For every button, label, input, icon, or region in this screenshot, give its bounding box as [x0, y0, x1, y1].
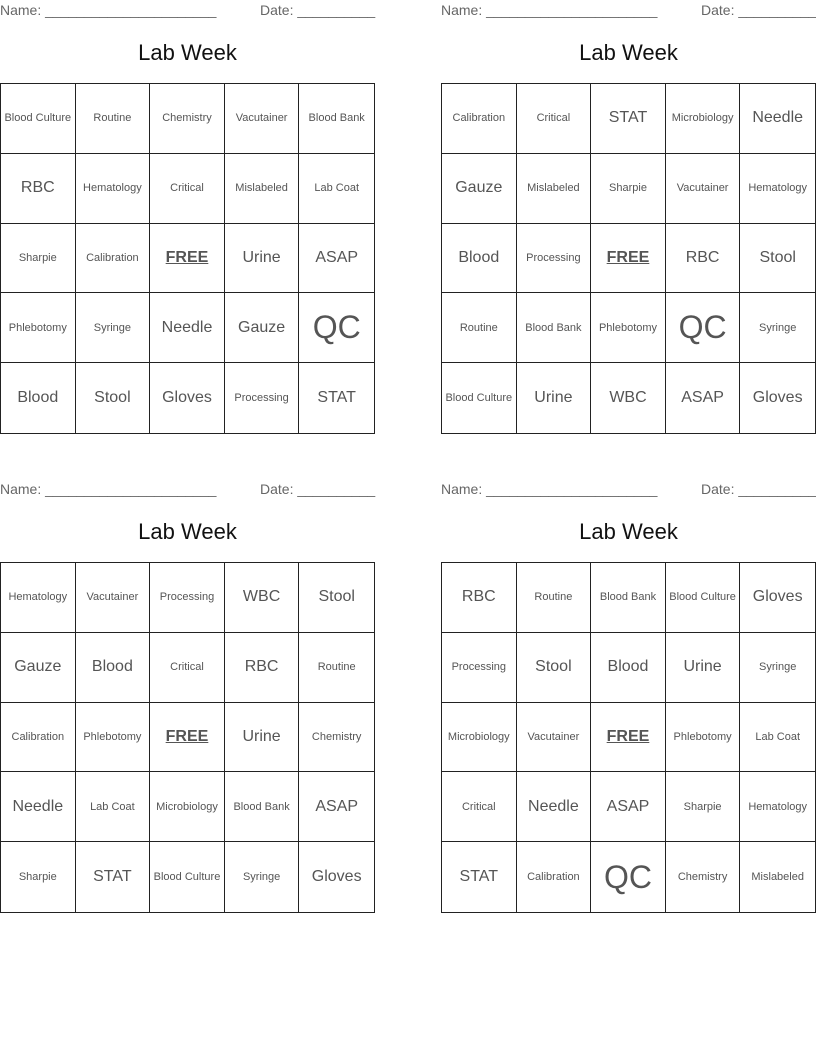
bingo-cell: Blood Culture — [666, 563, 741, 633]
bingo-grid — [441, 83, 816, 434]
bingo-grid — [0, 83, 375, 434]
free-space-cell: FREE — [150, 703, 225, 773]
bingo-cell: Chemistry — [666, 842, 741, 912]
bingo-cell: ASAP — [299, 772, 374, 842]
bingo-cell: Calibration — [517, 842, 592, 912]
bingo-cell: Stool — [740, 224, 815, 294]
bingo-card-3 — [0, 479, 376, 886]
card-header — [441, 479, 816, 501]
bingo-cell: Blood Bank — [225, 772, 300, 842]
bingo-cell: Mislabeled — [225, 154, 300, 224]
bingo-cell: WBC — [591, 363, 666, 433]
bingo-cell: Blood Culture — [150, 842, 225, 912]
bingo-cell: Urine — [666, 633, 741, 703]
bingo-cell: Gauze — [1, 633, 76, 703]
bingo-cell: QC — [666, 293, 741, 363]
bingo-cell: Hematology — [76, 154, 151, 224]
bingo-card-4 — [441, 479, 816, 895]
bingo-cell: Gloves — [311, 868, 362, 886]
bingo-cell: Syringe — [740, 293, 815, 363]
card-title: Lab Week — [138, 519, 237, 544]
bingo-cell: Blood — [1, 363, 76, 433]
bingo-cell: Lab Coat — [76, 772, 151, 842]
bingo-cell: Vacutainer — [517, 703, 592, 773]
bingo-cell: QC — [591, 842, 666, 912]
bingo-cell: Gloves — [150, 363, 225, 433]
free-space-cell: FREE — [591, 224, 666, 294]
bingo-cell: Sharpie — [666, 772, 741, 842]
bingo-cell: RBC — [1, 154, 76, 224]
bingo-cell: Blood — [591, 633, 666, 703]
free-space-cell: FREE — [150, 224, 225, 294]
bingo-cell: Calibration — [1, 703, 76, 773]
bingo-cell: Critical — [150, 154, 225, 224]
date-field-label: Date: __________ — [701, 2, 816, 18]
bingo-cell: Hematology — [1, 563, 76, 633]
bingo-cell: Calibration — [442, 84, 517, 154]
bingo-cell: Syringe — [76, 293, 151, 363]
name-field-label: Name: ______________________ — [0, 2, 217, 18]
card-header — [0, 0, 375, 22]
bingo-cell: Gloves — [740, 563, 815, 633]
bingo-cell: Vacutainer — [225, 84, 300, 154]
bingo-cell: QC — [299, 293, 374, 363]
bingo-cell: RBC — [442, 563, 517, 633]
bingo-cell: Sharpie — [591, 154, 666, 224]
card-header — [0, 479, 375, 501]
bingo-card-2 — [441, 0, 816, 407]
bingo-cell: Blood Bank — [517, 293, 592, 363]
bingo-cell: Urine — [225, 703, 300, 773]
bingo-cell: Needle — [740, 84, 815, 154]
bingo-cell: Gauze — [225, 293, 300, 363]
bingo-cell: Gloves — [752, 389, 803, 407]
bingo-cell: Phlebotomy — [666, 703, 741, 773]
name-field-label: Name: ______________________ — [0, 481, 217, 497]
bingo-cell: Routine — [442, 293, 517, 363]
bingo-cell: Processing — [442, 633, 517, 703]
bingo-cell: Blood Bank — [591, 563, 666, 633]
bingo-cell: Urine — [517, 363, 592, 433]
bingo-cell: Hematology — [740, 154, 815, 224]
bingo-cell: Blood — [76, 633, 151, 703]
bingo-cell: Sharpie — [1, 842, 76, 912]
bingo-cell: Stool — [76, 363, 151, 433]
free-space-cell: FREE — [591, 703, 666, 773]
bingo-cell: Stool — [517, 633, 592, 703]
bingo-cell: Needle — [517, 772, 592, 842]
date-field-label: Date: __________ — [260, 2, 376, 18]
bingo-cell: Mislabeled — [751, 871, 804, 884]
card-title: Lab Week — [138, 40, 237, 65]
bingo-cell: STAT — [317, 389, 356, 407]
bingo-cell: Gauze — [442, 154, 517, 224]
bingo-cell: Mislabeled — [517, 154, 592, 224]
bingo-cell: Processing — [517, 224, 592, 294]
bingo-cell: STAT — [591, 84, 666, 154]
name-field-label: Name: ______________________ — [441, 2, 658, 18]
bingo-cell: Sharpie — [1, 224, 76, 294]
bingo-cell: Needle — [1, 772, 76, 842]
bingo-cell: Microbiology — [150, 772, 225, 842]
date-field-label: Date: __________ — [260, 481, 376, 497]
bingo-cell: Lab Coat — [299, 154, 374, 224]
bingo-cell: Syringe — [225, 842, 300, 912]
bingo-cell: Stool — [299, 563, 374, 633]
date-field-label: Date: __________ — [701, 481, 816, 497]
card-header — [441, 0, 816, 22]
bingo-cell: Routine — [517, 563, 592, 633]
bingo-cell: Routine — [299, 633, 374, 703]
bingo-cell: RBC — [225, 633, 300, 703]
bingo-cell: RBC — [666, 224, 741, 294]
bingo-cell: Phlebotomy — [76, 703, 151, 773]
bingo-cell: Phlebotomy — [591, 293, 666, 363]
bingo-cell: Blood — [442, 224, 517, 294]
bingo-cell: Urine — [225, 224, 300, 294]
bingo-cell: Microbiology — [442, 703, 517, 773]
card-title: Lab Week — [579, 519, 678, 544]
bingo-cell: ASAP — [666, 363, 741, 433]
bingo-cell: WBC — [225, 563, 300, 633]
bingo-cell: Vacutainer — [666, 154, 741, 224]
bingo-cell: Phlebotomy — [1, 293, 76, 363]
bingo-cell: Blood Bank — [299, 84, 374, 154]
bingo-cell: Microbiology — [666, 84, 741, 154]
bingo-cell: Critical — [442, 772, 517, 842]
bingo-cell: Processing — [225, 363, 300, 433]
bingo-cell: Blood Culture — [1, 84, 76, 154]
bingo-cell: Blood Culture — [442, 363, 517, 433]
bingo-cell: Critical — [517, 84, 592, 154]
bingo-cell: Lab Coat — [740, 703, 815, 773]
bingo-cell: Routine — [76, 84, 151, 154]
bingo-cell: Critical — [150, 633, 225, 703]
bingo-cell: Vacutainer — [76, 563, 151, 633]
bingo-cell: Syringe — [740, 633, 815, 703]
bingo-cell: Needle — [150, 293, 225, 363]
bingo-grid — [441, 562, 816, 913]
bingo-grid — [0, 562, 375, 913]
card-title: Lab Week — [579, 40, 678, 65]
bingo-cell: ASAP — [591, 772, 666, 842]
bingo-cell: Hematology — [740, 772, 815, 842]
bingo-cell: ASAP — [299, 224, 374, 294]
bingo-card-1 — [0, 0, 376, 407]
bingo-cell: Chemistry — [150, 84, 225, 154]
name-field-label: Name: ______________________ — [441, 481, 658, 497]
bingo-cell: Processing — [150, 563, 225, 633]
bingo-cell: STAT — [442, 842, 517, 912]
bingo-cell: Calibration — [76, 224, 151, 294]
bingo-cell: STAT — [76, 842, 151, 912]
bingo-cell: Chemistry — [299, 703, 374, 773]
